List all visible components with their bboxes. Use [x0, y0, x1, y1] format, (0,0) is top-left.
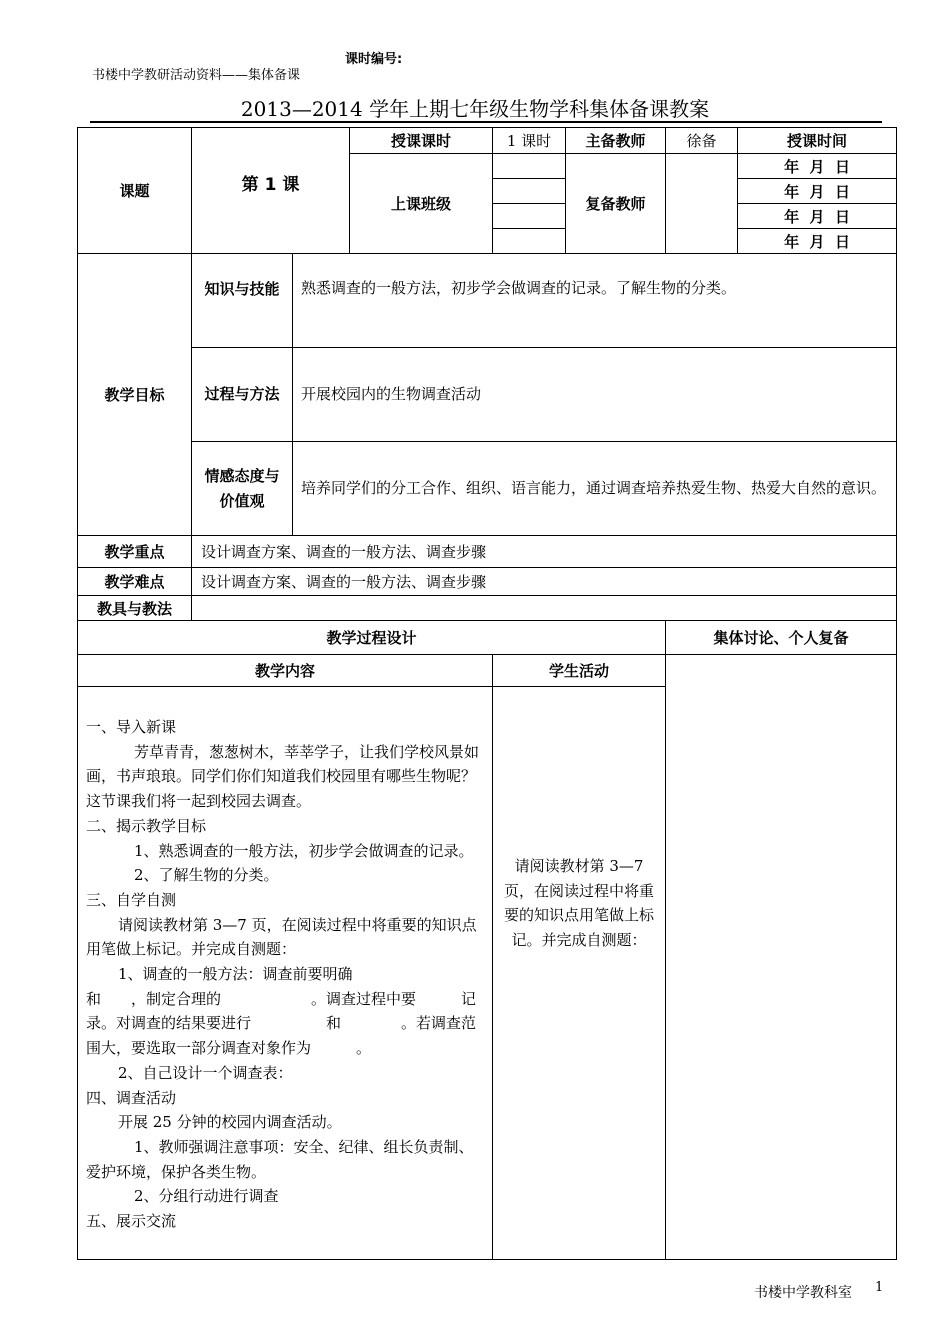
date-field-2[interactable]: 年 月 日 [738, 179, 897, 204]
co-teacher-field[interactable] [666, 154, 738, 254]
knowledge-label: 知识与技能 [192, 254, 293, 348]
content-paragraph: 2、分组行动进行调查 [134, 1187, 279, 1206]
section-heading: 三、自学自测 [86, 890, 177, 909]
key-points-text: 设计调查方案、调查的一般方法、调查步骤 [192, 536, 897, 568]
discussion-area[interactable] [666, 655, 897, 1260]
content-paragraph: 2、自己设计一个调查表： [118, 1063, 293, 1082]
class-field-4[interactable] [493, 229, 566, 254]
content-paragraph: 芳草青青，葱葱树木，莘莘学子，让我们学校风景如画，书声琅琅。同学们你们知道我们校园里有哪些生物呢？这节课我们将一起到校园去调查。 [86, 742, 480, 811]
page-number: 1 [875, 1280, 884, 1295]
hours-label: 授课课时 [350, 128, 493, 154]
section-heading: 四、调查活动 [86, 1088, 177, 1107]
class-field-2[interactable] [493, 179, 566, 204]
activity-label: 学生活动 [493, 655, 666, 687]
class-label: 上课班级 [350, 154, 493, 254]
lead-teacher-value: 徐备 [666, 128, 738, 154]
activity-text: 请阅读教材第 3—7 页，在阅读过程中将重要的知识点用笔做上标记。并完成自测题： [493, 687, 666, 1260]
content-paragraph: 请阅读教材第 3—7 页，在阅读过程中将重要的知识点用笔做上标记。并完成自测题： [86, 915, 477, 959]
lesson-code-label: 课时编号: [345, 52, 403, 67]
content-label: 教学内容 [78, 655, 493, 687]
topic-value: 第 1 课 [192, 128, 350, 254]
content-paragraph: 1、熟悉调查的一般方法，初步学会做调查的记录。 [134, 841, 474, 860]
process-text: 开展校园内的生物调查活动 [293, 348, 897, 442]
lesson-plan-table [77, 127, 897, 1260]
date-field-1[interactable]: 年 月 日 [738, 154, 897, 179]
attitude-text: 培养同学们的分工合作、组织、语言能力，通过调查培养热爱生物、热爱大自然的意识。 [293, 442, 897, 536]
title-rule [90, 121, 882, 123]
content-paragraph: 2、了解生物的分类。 [134, 866, 279, 885]
hours-value: 1 课时 [493, 128, 566, 154]
page-title: 2013—2014 学年上期七年级生物学科集体备课教案 [240, 97, 710, 121]
date-field-4[interactable]: 年 月 日 [738, 229, 897, 254]
content-paragraph: 1、教师强调注意事项：安全、纪律、组长负责制、爱护环境，保护各类生物。 [86, 1137, 474, 1181]
org-line: 书楼中学教研活动资料——集体备课 [92, 68, 301, 83]
content-paragraph: 开展 25 分钟的校园内调查活动。 [118, 1113, 342, 1132]
co-teacher-label: 复备教师 [566, 154, 666, 254]
knowledge-text: 熟悉调查的一般方法，初步学会做调查的记录。了解生物的分类。 [293, 254, 897, 348]
process-design-label: 教学过程设计 [78, 621, 666, 655]
objectives-label: 教学目标 [78, 254, 192, 536]
time-label: 授课时间 [738, 128, 897, 154]
difficulties-text: 设计调查方案、调查的一般方法、调查步骤 [192, 568, 897, 596]
section-heading: 一、导入新课 [86, 718, 177, 736]
discussion-label: 集体讨论、个人复备 [666, 621, 897, 655]
difficulties-label: 教学难点 [78, 568, 192, 596]
date-field-3[interactable]: 年 月 日 [738, 204, 897, 229]
section-heading: 五、展示交流 [86, 1212, 177, 1231]
tools-label: 教具与教法 [78, 596, 192, 621]
content-body [78, 687, 493, 1260]
lead-teacher-label: 主备教师 [566, 128, 666, 154]
topic-label: 课题 [78, 128, 192, 254]
process-label: 过程与方法 [192, 348, 293, 442]
attitude-label: 情感态度与价值观 [192, 442, 293, 536]
class-field-3[interactable] [493, 204, 566, 229]
key-points-label: 教学重点 [78, 536, 192, 568]
tools-text[interactable] [192, 596, 897, 621]
section-heading: 二、揭示教学目标 [86, 816, 207, 835]
class-field-1[interactable] [493, 154, 566, 179]
footer-dept: 书楼中学教科室 [754, 1285, 852, 1301]
fill-in-question: 1、调查的一般方法：调查前要明确 和 ，制定合理的 。调查过程中要 记录。对调查的结果要进行 和 。若调查范围大，要选取一部分调查对象作为 。 [86, 965, 477, 1058]
